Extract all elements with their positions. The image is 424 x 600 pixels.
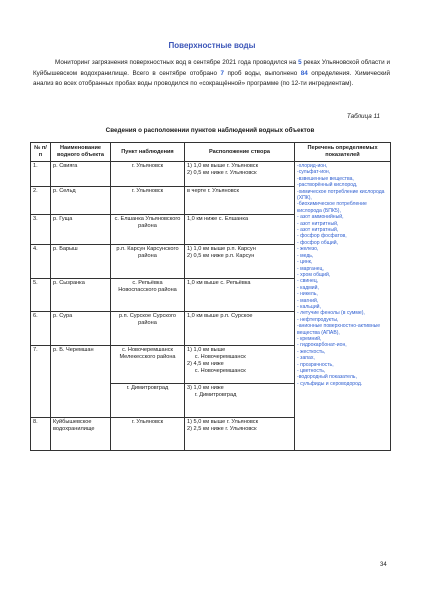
row-point: с. Репьёвка Новоспасского района bbox=[111, 279, 185, 312]
indicator-item: - кальций, bbox=[297, 303, 321, 310]
intro-text-1: Мониторинг загрязнения поверхностных вод в сентябре 2021 года проводился на bbox=[55, 59, 297, 66]
row-point: р.п. Сурское Сурского района bbox=[111, 312, 185, 346]
row-location: 3) 1,0 км ниже г. Димитровград bbox=[185, 384, 295, 418]
page-title: Поверхностные воды bbox=[168, 41, 256, 50]
row-num: 5. bbox=[31, 279, 51, 312]
indicator-item: - летучие фенолы (в сумме), bbox=[297, 310, 365, 317]
row-location: 1,0 км выше р.п. Сурское bbox=[185, 312, 295, 346]
row-num: 4. bbox=[31, 245, 51, 279]
indicator-item: -химическое потребление кислорода (ХПК), bbox=[297, 188, 385, 202]
row-object: Куйбышевское водохранилище bbox=[51, 418, 111, 451]
indicator-item: - кремний, bbox=[297, 335, 322, 342]
row-point: г. Ульяновск bbox=[111, 418, 185, 451]
indicator-item: - никель, bbox=[297, 291, 318, 298]
determinations-count: 84 bbox=[300, 69, 308, 77]
indicator-item: -растворённый кислород, bbox=[297, 182, 358, 189]
indicator-item: - нефтепродукты, bbox=[297, 316, 339, 323]
row-object: р. Барыш bbox=[51, 245, 111, 279]
indicator-item: -водородный показатель, bbox=[297, 374, 357, 381]
header-num: № п/п bbox=[31, 143, 51, 162]
row-object: р. Гуща bbox=[51, 215, 111, 245]
indicator-item: - медь, bbox=[297, 252, 314, 259]
page-number: 34 bbox=[380, 562, 387, 568]
row-num: 3. bbox=[31, 215, 51, 245]
indicator-item: - азот аммонийный, bbox=[297, 214, 344, 221]
row-location: 1) 1,0 км выше г. Ульяновск 2) 0,5 км ниже г. Ульяновск bbox=[185, 162, 295, 187]
indicator-item: - хром общий, bbox=[297, 271, 331, 278]
indicator-item: - цинк, bbox=[297, 259, 313, 266]
indicator-item: -хлорид-ион, bbox=[297, 163, 328, 169]
row-num: 8. bbox=[31, 418, 51, 451]
table-number: Таблица 11 bbox=[346, 113, 380, 120]
row-num: 6. bbox=[31, 312, 51, 346]
row-point: г. Ульяновск bbox=[111, 162, 185, 187]
row-point: р.п. Карсун Карсунского района bbox=[111, 245, 185, 279]
row-object: р. Сызранка bbox=[51, 279, 111, 312]
row-point: г. Ульяновск bbox=[111, 187, 185, 215]
indicator-item: - свинец, bbox=[297, 278, 319, 285]
row-location: 1) 1,0 км выше с. Новочеремшанск 2) 4,5 км ниже с. Новочеремшанск bbox=[185, 346, 295, 384]
indicator-item: - фосфор общий, bbox=[297, 239, 339, 246]
indicator-item: - сульфиды и сероводород. bbox=[297, 380, 363, 387]
row-location: 1,0 км выше с. Репьёвка bbox=[185, 279, 295, 312]
row-num: 2. bbox=[31, 187, 51, 215]
indicator-item: -взвешенные вещества, bbox=[297, 175, 354, 182]
row-location: в черте г. Ульяновск bbox=[185, 187, 295, 215]
header-indicators: Перечень определяемых показателей bbox=[295, 143, 391, 162]
indicator-item: - железо, bbox=[297, 246, 319, 253]
rivers-count: 5 bbox=[298, 59, 302, 66]
row-location: 1) 1,0 км выше р.п. Карсун 2) 0,5 км ниже р.п. Карсун bbox=[185, 245, 295, 279]
indicator-item: - гидрокарбонат-ион, bbox=[297, 342, 347, 349]
row-point: с. Елшанка Ульяновского района bbox=[111, 215, 185, 245]
row-object: р. Б. Черемшан bbox=[51, 346, 111, 418]
indicator-item: - запах, bbox=[297, 355, 315, 362]
intro-text-2: реках Ульяновской области и Куйбышевском водохранилище. Всего в сентябре отобрано bbox=[33, 59, 391, 77]
indicator-item: - прозрачность, bbox=[297, 361, 334, 368]
indicator-item: -сульфат-ион, bbox=[297, 169, 331, 176]
indicator-item: - марганец, bbox=[297, 265, 324, 272]
samples-count: 7 bbox=[220, 69, 224, 77]
row-location: 1,0 км ниже с. Елшанка bbox=[185, 215, 295, 245]
row-location: 1) 5,0 км выше г. Ульяновск 2) 2,5 км ниже г. Ульяновск bbox=[185, 418, 295, 451]
indicator-item: - кадмий, bbox=[297, 284, 319, 291]
indicator-item: - жесткость, bbox=[297, 348, 326, 355]
table-row bbox=[31, 162, 391, 187]
intro-text-3: проб воды, выполнено bbox=[227, 69, 298, 77]
header-point: Пункт наблюдения bbox=[111, 143, 185, 162]
table-caption: Сведения о расположении пунктов наблюдений водных объектов bbox=[105, 127, 315, 134]
row-num: 1. bbox=[31, 162, 51, 187]
row-point: с. Новочеремшанск Мелекесского района bbox=[111, 346, 185, 384]
row-object: р. Сура bbox=[51, 312, 111, 346]
indicator-item: - фосфор фосфатов, bbox=[297, 233, 347, 240]
header-object: Наименование водного объекта bbox=[51, 143, 111, 162]
row-point: г. Димитровград bbox=[111, 384, 185, 418]
indicator-item: - азот нитритный, bbox=[297, 220, 339, 227]
row-object: р. Сельд bbox=[51, 187, 111, 215]
intro-paragraph bbox=[33, 58, 390, 90]
row-num: 7. bbox=[31, 346, 51, 418]
table-header-row bbox=[31, 143, 391, 162]
indicator-item: -анионные поверхностно-активные вещества (АПАВ), bbox=[297, 323, 381, 336]
intro-text-4: определения. Химический анализ во всех отобранных пробах воды проводился по «сокращённой» программе (по 12-ти ингредиентам). bbox=[33, 69, 391, 87]
indicator-item: - магний, bbox=[297, 297, 319, 304]
row-object: р. Свияга bbox=[51, 162, 111, 187]
indicator-item: -биохимическое потребление кислорода (БПК5), bbox=[297, 201, 367, 214]
indicator-item: - цветность, bbox=[297, 368, 326, 374]
indicators-list bbox=[295, 162, 391, 451]
indicators-container bbox=[297, 163, 388, 387]
observation-points-table bbox=[30, 142, 391, 451]
indicator-item: - азот нитратный, bbox=[297, 227, 339, 234]
header-location: Расположение створа bbox=[185, 143, 295, 162]
